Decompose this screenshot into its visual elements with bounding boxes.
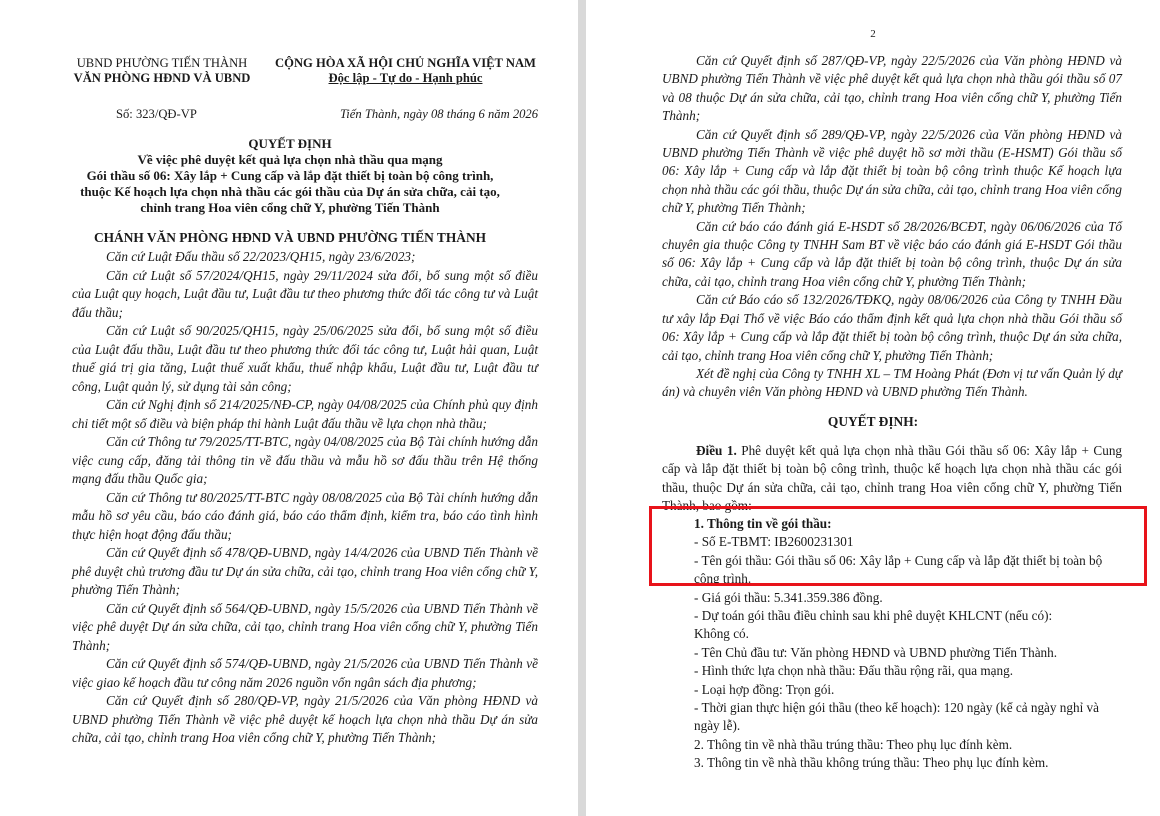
tbmt-number: - Số E-TBMT: IB2600231301 — [694, 534, 854, 550]
paragraph: Căn cứ Nghị định số 214/2025/NĐ-CP, ngày 04/08/2025 của Chính phủ quy định chi tiết một số điều và biện pháp thi hành Luật đấu thầu về lựa chọn nhà thầu; — [72, 397, 538, 431]
document-date: Tiến Thành, ngày 08 tháng 6 năm 2026 — [340, 107, 539, 121]
org-line-1: UBND PHƯỜNG TIẾN THÀNH — [76, 56, 248, 70]
legal-basis-page-1 — [72, 248, 538, 748]
section-3: 3. Thông tin về nhà thầu không trúng thầu: Theo phụ lục đính kèm. — [694, 755, 1049, 771]
nation-name: CỘNG HÒA XÃ HỘI CHỦ NGHĨA VIỆT NAM — [275, 56, 536, 70]
decision-heading: QUYẾT ĐỊNH: — [827, 414, 919, 429]
section-2: 2. Thông tin về nhà thầu trúng thầu: Theo phụ lục đính kèm. — [694, 736, 1013, 752]
paragraph: Căn cứ Luật số 90/2025/QH15, ngày 25/06/2025 sửa đổi, bổ sung một số điều của Luật đấu thầu, Luật đầu tư theo phương thức đối tác công tư, Luật hải quan, Luật thuế giá trị gia tăng, Luật thuế xuất khẩu, thuế nhập khẩu, Luật đầu tư, Luật đầu tư công, Luật quản lý, sử dụng tài sản công; — [72, 323, 538, 394]
authority-heading: CHÁNH VĂN PHÒNG HĐND VÀ UBND PHƯỜNG TIẾN THÀNH — [93, 230, 487, 245]
package-name — [694, 552, 1124, 589]
paragraph: Xét đề nghị của Công ty TNHH XL – TM Hoàng Phát (Đơn vị tư vấn Quản lý dự án) và chuyên viên Văn phòng HĐND và UBND phường Tiến Thành. — [662, 365, 1122, 400]
paragraph: Căn cứ Quyết định số 574/QĐ-UBND, ngày 21/5/2026 của UBND Tiến Thành về việc giao kế hoạch đầu tư công năm 2026 nguồn vốn ngân sách địa phương; — [72, 656, 538, 690]
investor: - Tên Chủ đầu tư: Văn phòng HĐND và UBND phường Tiến Thành. — [694, 644, 1058, 660]
legal-basis-page-2 — [662, 52, 1122, 402]
national-header — [258, 56, 553, 86]
duration: - Thời gian thực hiện gói thầu (theo kế hoạch): 120 ngày (kể cả ngày nghỉ và ngày lễ). — [694, 700, 1099, 734]
issuing-organization — [62, 56, 262, 86]
adjusted-estimate: - Dự toán gói thầu điều chỉnh sau khi phê duyệt KHLCNT (nếu có): — [694, 608, 1053, 624]
org-line-2: VĂN PHÒNG HĐND VÀ UBND — [73, 71, 251, 85]
article-1-label: Điều 1. — [696, 443, 737, 458]
adjusted-estimate-value: Không có. — [694, 626, 749, 642]
package-price: - Giá gói thầu: 5.341.359.386 đồng. — [694, 589, 883, 605]
paragraph: Căn cứ Quyết định số 289/QĐ-VP, ngày 22/5/2026 của Văn phòng HĐND và UBND phường Tiến Thành về việc phê duyệt hồ sơ mời thầu (E-HSMT) Gói thầu số 06: Xây lắp + Cung cấp và lắp đặt thiết bị toàn bộ công trình thuộc Kế hoạch lựa chọn nhà thầu các gói thầu, thuộc Dự án sửa chữa, cải tạo, chỉnh trang Hoa viên cổng chữ Y, phường Tiến Thành; — [662, 126, 1122, 216]
article-1 — [662, 442, 1122, 516]
page-number: 2 — [870, 28, 876, 40]
paragraph: Căn cứ Quyết định số 564/QĐ-UBND, ngày 15/5/2026 của UBND Tiến Thành về việc phê duyệt Dự án sửa chữa, cải tạo, chỉnh trang Hoa viên cổng chữ Y, phường Tiến Thành; — [72, 600, 538, 653]
subtitle-line-3: thuộc Kế hoạch lựa chọn nhà thầu các gói thầu của Dự án sửa chữa, cải tạo, — [80, 184, 500, 199]
article-1-text: Phê duyệt kết quả lựa chọn nhà thầu Gói thầu số 06: Xây lắp + Cung cấp và lắp đặt thiết bị toàn bộ công trình, thuộc kế hoạch lựa chọn nhà thầu các gói thầu, thuộc Dự án sửa chữa, cải tạo, chỉnh trang Hoa viên cổng chữ Y, phường Tiến Thành, bao gồm: — [662, 443, 1123, 514]
paragraph: Căn cứ báo cáo đánh giá E-HSDT số 28/2026/BCĐT, ngày 06/06/2026 của Tổ chuyên gia thuộc Công ty TNHH Sam BT về việc báo cáo đánh giá E-HSDT Gói thầu số 06: Xây lắp + Cung cấp và lắp đặt thiết bị toàn bộ công trình, thuộc Dự án sửa chữa, cải tạo, chỉnh trang Hoa viên cổng chữ Y, phường Tiến Thành; — [662, 218, 1122, 289]
contract-type: - Loại hợp đồng: Trọn gói. — [694, 681, 835, 697]
paragraph: Căn cứ Thông tư 79/2025/TT-BTC, ngày 04/08/2025 của Bộ Tài chính hướng dẫn việc cung cấp, đăng tải thông tin về đấu thầu và mẫu hồ sơ đấu thầu trên Hệ thống mạng đấu thầu Quốc gia; — [72, 434, 538, 486]
subtitle-line-4: chỉnh trang Hoa viên cổng chữ Y, phường Tiến Thành — [140, 200, 440, 215]
subtitle-line-1: Về việc phê duyệt kết quả lựa chọn nhà thầu qua mạng — [137, 152, 443, 167]
page-separator — [578, 0, 586, 816]
section-1-heading: 1. Thông tin về gói thầu: — [694, 516, 832, 531]
paragraph: Căn cứ Thông tư 80/2025/TT-BTC ngày 08/08/2025 của Bộ Tài chính hướng dẫn mẫu hồ sơ yêu cầu, báo cáo đánh giá, báo cáo thẩm định, kiểm tra, báo cáo tình hình thực hiện hoạt động đấu thầu; — [72, 489, 538, 542]
paragraph: Căn cứ Quyết định số 280/QĐ-VP, ngày 21/5/2026 của Văn phòng HĐND và UBND phường Tiến Thành về việc phê duyệt kế hoạch lựa chọn nhà thầu Dự án sửa chữa, cải tạo, chỉnh trang Hoa viên cổng chữ Y, phường Tiến Thành; — [72, 693, 538, 745]
document-title: QUYẾT ĐỊNH — [248, 136, 332, 151]
national-motto: Độc lập - Tự do - Hạnh phúc — [328, 71, 483, 85]
document-page-1 — [0, 0, 578, 816]
document-number: Số: 323/QĐ-VP — [116, 107, 197, 121]
subtitle-line-2: Gói thầu số 06: Xây lắp + Cung cấp và lắp đặt thiết bị toàn bộ công trình, — [86, 168, 494, 183]
paragraph: Căn cứ Quyết định số 287/QĐ-VP, ngày 22/5/2026 của Văn phòng HĐND và UBND phường Tiến Thành về việc phê duyệt kết quả lựa chọn nhà thầu gói thầu số 07 và 08 thuộc Dự án sửa chữa, cải tạo, chỉnh trang Hoa viên cổng chữ Y, phường Tiến Thành; — [662, 53, 1122, 124]
paragraph: Căn cứ Quyết định số 478/QĐ-UBND, ngày 14/4/2026 của UBND Tiến Thành về phê duyệt chủ trương đầu tư Dự án sửa chữa, cải tạo, chỉnh trang Hoa viên cổng chữ Y, phường Tiến Thành; — [72, 545, 538, 597]
document-page-2 — [586, 0, 1160, 816]
paragraph: Căn cứ Luật Đấu thầu số 22/2023/QH15, ngày 23/6/2023; — [106, 249, 416, 264]
selection-method: - Hình thức lựa chọn nhà thầu: Đấu thầu rộng rãi, qua mạng. — [694, 663, 1013, 679]
package-info-list — [694, 515, 1124, 773]
package-name-text: - Tên gói thầu: Gói thầu số 06: Xây lắp + Cung cấp và lắp đặt thiết bị toàn bộ công trình. — [694, 552, 1103, 587]
paragraph: Căn cứ Luật số 57/2024/QH15, ngày 29/11/2024 sửa đổi, bổ sung một số điều của Luật quy hoạch, Luật đầu tư, Luật đầu tư theo phương thức đối tác công tư và Luật đấu thầu; — [72, 267, 538, 320]
paragraph: Căn cứ Báo cáo số 132/2026/TĐKQ, ngày 08/06/2026 của Công ty TNHH Đầu tư xây lắp Đại Thổ về việc Báo cáo thẩm định kết quả lựa chọn nhà thầu Gói thầu số 06: Xây lắp + Cung cấp và lắp đặt thiết bị toàn bộ công trình, thuộc Dự án sửa chữa, cải tạo, chỉnh trang Hoa viên cổng chữ Y, phường Tiến Thành; — [662, 292, 1122, 363]
document-title-block — [40, 136, 540, 216]
